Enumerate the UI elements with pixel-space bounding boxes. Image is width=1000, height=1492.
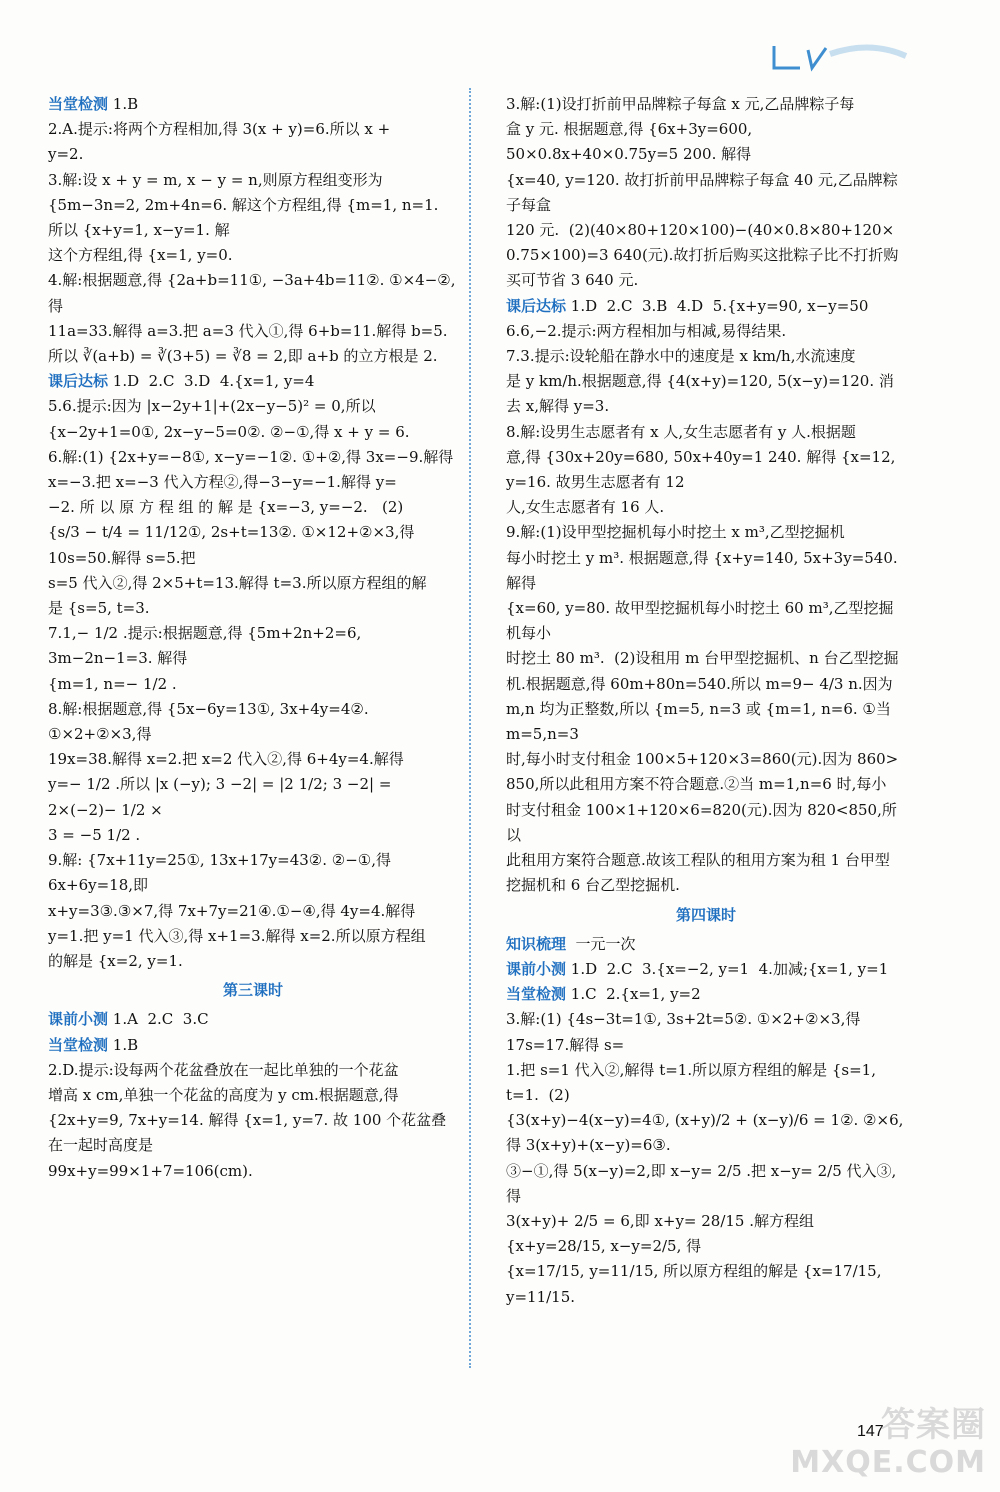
answer-line: 8.解:根据题意,得 {5x−6y=13①, 3x+4y=4②. ①×2+②×3,得 (48, 699, 374, 744)
answer-line: s=5 代入②,得 2×5+t=13.解得 t=3.所以原方程组的解 (48, 573, 427, 592)
answer-line: {2x+y=9, 7x+y=14. 解得 {x=1, y=7. 故 100 个花盆叠在一起时高度是 (48, 1111, 447, 1155)
answer-line: 850,所以此租用方案不符合题意.②当 m=1,n=6 时,每小 (506, 775, 887, 794)
answer-line: 时挖土 80 m³. (2)设租用 m 台甲型挖掘机、n 台乙型挖掘 (506, 649, 899, 668)
answer-group-line (506, 932, 906, 957)
section-heading: 第四课时 (675, 905, 736, 924)
answer-group-label: 当堂检测 (48, 1035, 109, 1054)
watermark-bottom: MXQE.COM (790, 1445, 986, 1480)
answer-text: 1.D 2.C 3.{x=−2, y=1 4.加减;{x=1, y=1 (566, 959, 889, 978)
answer-line: 3(x+y)+ 2/5 = 6,即 x+y= 28/15 .解方程组 {x+y=28/15, x−y=2/5, 得 (506, 1211, 819, 1256)
watermark-top: 答案圈 (881, 1405, 986, 1445)
answer-group-line (506, 957, 906, 982)
answer-group-line (48, 369, 458, 394)
answer-text: 1.C 2.{x=1, y=2 (566, 985, 701, 1004)
answer-line: {x=17/15, y=11/15, 所以原方程组的解是 {x=17/15, y=11/15. (506, 1262, 887, 1306)
answer-line: 3 = −5 1/2 . (48, 825, 141, 844)
answer-group-line (48, 1007, 458, 1032)
watermark (790, 1406, 986, 1482)
answer-line: 买可节省 3 640 元. (506, 271, 639, 290)
answer-line: 机.根据题意,得 60m+80n=540.所以 m=9− 4/3 n.因为 (506, 674, 893, 693)
answer-line: 2.A.提示:将两个方程相加,得 3(x + y)=6.所以 x + (48, 120, 391, 139)
answer-text: 1.A 2.C 3.C (108, 1010, 209, 1029)
answer-line: y=− 1/2 .所以 |x (−y); 3 −2| = |2 1/2; 3 −2| = 2×(−2)− 1/2 × (48, 775, 397, 819)
answer-line: 的解是 {x=2, y=1. (48, 951, 183, 970)
answer-text: 1.D 2.C 3.B 4.D 5.{x+y=90, x−y=50 (566, 296, 869, 315)
answer-group-line (48, 1033, 458, 1058)
answer-group-line (506, 982, 906, 1007)
answer-line: y=2. (48, 145, 84, 164)
answer-line: 99x+y=99×1+7=106(cm). (48, 1161, 253, 1180)
answer-line: {x=40, y=120. 故打折前甲品牌粽子每盒 40 元,乙品牌粽子每盒 (506, 170, 898, 214)
answer-line: 3.解:(1)设打折前甲品牌粽子每盒 x 元,乙品牌粽子每 (506, 95, 855, 113)
answer-group-label: 课前小测 (506, 959, 567, 978)
answer-line: x+y=3③.③×7,得 7x+7y=21④.①−④,得 4y=4.解得 (48, 901, 416, 920)
answer-line: 人,女生志愿者有 16 人. (506, 498, 665, 517)
answer-group-label: 课后达标 (48, 372, 109, 391)
answer-group-line (506, 294, 906, 319)
answer-line: 时支付租金 100×1+120×6=820(元).因为 820<850,所以 (506, 800, 897, 844)
answer-text: 1.B (108, 1035, 139, 1054)
answer-line: 挖掘机和 6 台乙型挖掘机. (506, 876, 680, 895)
answer-line: 6.6,−2.提示:两方程相加与相减,易得结果. (506, 321, 787, 340)
section-heading: 第三课时 (222, 981, 283, 1000)
answer-group-label: 当堂检测 (506, 985, 567, 1004)
answer-group-label: 当堂检测 (48, 95, 109, 113)
answer-line: y=1.把 y=1 代入③,得 x+1=3.解得 x=2.所以原方程组 (48, 926, 426, 945)
answer-line: 每小时挖土 y m³. 根据题意,得 {x+y=140, 5x+3y=540. 解得 (506, 548, 903, 592)
answer-line: 0.75×100)=3 640(元).故打折后购买这批粽子比不打折购 (506, 246, 899, 265)
answer-line: 时,每小时支付租金 100×5+120×3=860(元).因为 860> (506, 750, 899, 769)
answer-line: 意,得 {30x+20y=680, 50x+40y=1 240. 解得 {x=12, y=16. 故男生志愿者有 12 (506, 447, 901, 492)
right-column (506, 92, 906, 1310)
answer-line: {s/3 − t/4 = 11/12①, 2s+t=13②. ①×12+②×3,得 10s=50.解得 s=5.把 (48, 523, 420, 567)
answer-line: {x=60, y=80. 故甲型挖掘机每小时挖土 60 m³,乙型挖掘机每小 (506, 599, 894, 643)
answer-line: 5.6.提示:因为 |x−2y+1|+(2x−y−5)² = 0,所以 (48, 397, 376, 416)
left-column (48, 92, 458, 1184)
answer-line: 是 y km/h.根据题意,得 {4(x+y)=120, 5(x−y)=120. 消去 x,解得 y=3. (506, 372, 894, 416)
answer-group-line (48, 92, 458, 117)
answer-line: 所以 ∛(a+b) = ∛(3+5) = ∛8 = 2,即 a+b 的立方根是 2. (48, 347, 438, 366)
answer-line: −2. 所 以 原 方 程 组 的 解 是 {x=−3, y=−2. (2) (48, 498, 404, 517)
answer-line: m,n 均为正整数,所以 {m=5, n=3 或 {m=1, n=6. ①当 m=5,n=3 (506, 699, 896, 744)
answer-line: 增高 x cm,单独一个花盆的高度为 y cm.根据题意,得 (48, 1085, 399, 1104)
answer-group-label: 知识梳理 (506, 934, 567, 953)
answer-line: 11a=33.解得 a=3.把 a=3 代入①,得 6+b=11.解得 b=5. (48, 321, 448, 340)
answer-line: {m=1, n=− 1/2 . (48, 674, 177, 693)
answer-line: {x−2y+1=0①, 2x−y−5=0②. ②−①,得 x + y = 6. (48, 422, 410, 441)
answer-line: 此租用方案符合题意.故该工程队的租用方案为租 1 台甲型 (506, 851, 890, 870)
answer-line: 19x=38.解得 x=2.把 x=2 代入②,得 6+4y=4.解得 (48, 750, 404, 769)
answer-line: 6.解:(1) {2x+y=−8①, x−y=−1②. ①+②,得 3x=−9.解得 (48, 447, 454, 466)
answer-line: 7.3.提示:设轮船在静水中的速度是 x km/h,水流速度 (506, 347, 856, 366)
column-divider (469, 88, 471, 1368)
answer-line: 120 元. (2)(40×80+120×100)−(40×0.8×80+120× (506, 221, 895, 240)
answer-line: 8.解:设男生志愿者有 x 人,女生志愿者有 y 人.根据题 (506, 422, 856, 441)
answer-line: ③−①,得 5(x−y)=2,即 x−y= 2/5 .把 x−y= 2/5 代入③,得 (506, 1161, 897, 1205)
answer-line: 1.把 s=1 代入②,解得 t=1.所以原方程组的解是 {s=1, t=1. (2) (506, 1060, 881, 1104)
answer-line: 这个方程组,得 {x=1, y=0. (48, 246, 233, 265)
answer-group-label: 课前小测 (48, 1010, 109, 1029)
answer-line: 3.解:设 x + y = m, x − y = n,则原方程组变形为 (48, 170, 383, 189)
answer-line: {5m−3n=2, 2m+4n=6. 解这个方程组,得 {m=1, n=1. 所以 {x+y=1, x−y=1. 解 (48, 195, 444, 240)
answer-text: 1.D 2.C 3.D 4.{x=1, y=4 (108, 372, 315, 391)
answer-group-label: 课后达标 (506, 296, 567, 315)
answer-line: 盒 y 元. 根据题意,得 {6x+3y=600, 50×0.8x+40×0.75y=5 200. 解得 (506, 120, 757, 164)
page-number: 147 (857, 1423, 884, 1440)
answer-line: {3(x+y)−4(x−y)=4①, (x+y)/2 + (x−y)/6 = 1②. ②×6,得 3(x+y)+(x−y)=6③. (506, 1111, 904, 1155)
answer-text: 一元一次 (566, 934, 636, 953)
answer-line: 9.解:(1)设甲型挖掘机每小时挖土 x m³,乙型挖掘机 (506, 523, 845, 542)
answer-line: 3.解:(1) {4s−3t=1①, 3s+2t=5②. ①×2+②×3,得 17s=17.解得 s= (506, 1010, 866, 1054)
header-decoration (760, 40, 910, 74)
answer-line: 2.D.提示:设每两个花盆叠放在一起比单独的一个花盆 (48, 1060, 399, 1079)
answer-line: 7.1,− 1/2 .提示:根据题意,得 {5m+2n+2=6, 3m−2n−1=3. 解得 (48, 624, 367, 668)
answer-line: x=−3.把 x=−3 代入方程②,得−3−y=−1.解得 y= (48, 473, 397, 492)
answer-text: 1.B (108, 95, 139, 113)
answer-line: 4.解:根据题意,得 {2a+b=11①, −3a+4b=11②. ①×4−②,得 (48, 271, 456, 315)
answer-line: 是 {s=5, t=3. (48, 599, 150, 618)
answer-line: 9.解: {7x+11y=25①, 13x+17y=43②. ②−①,得 6x+6y=18,即 (48, 851, 396, 895)
